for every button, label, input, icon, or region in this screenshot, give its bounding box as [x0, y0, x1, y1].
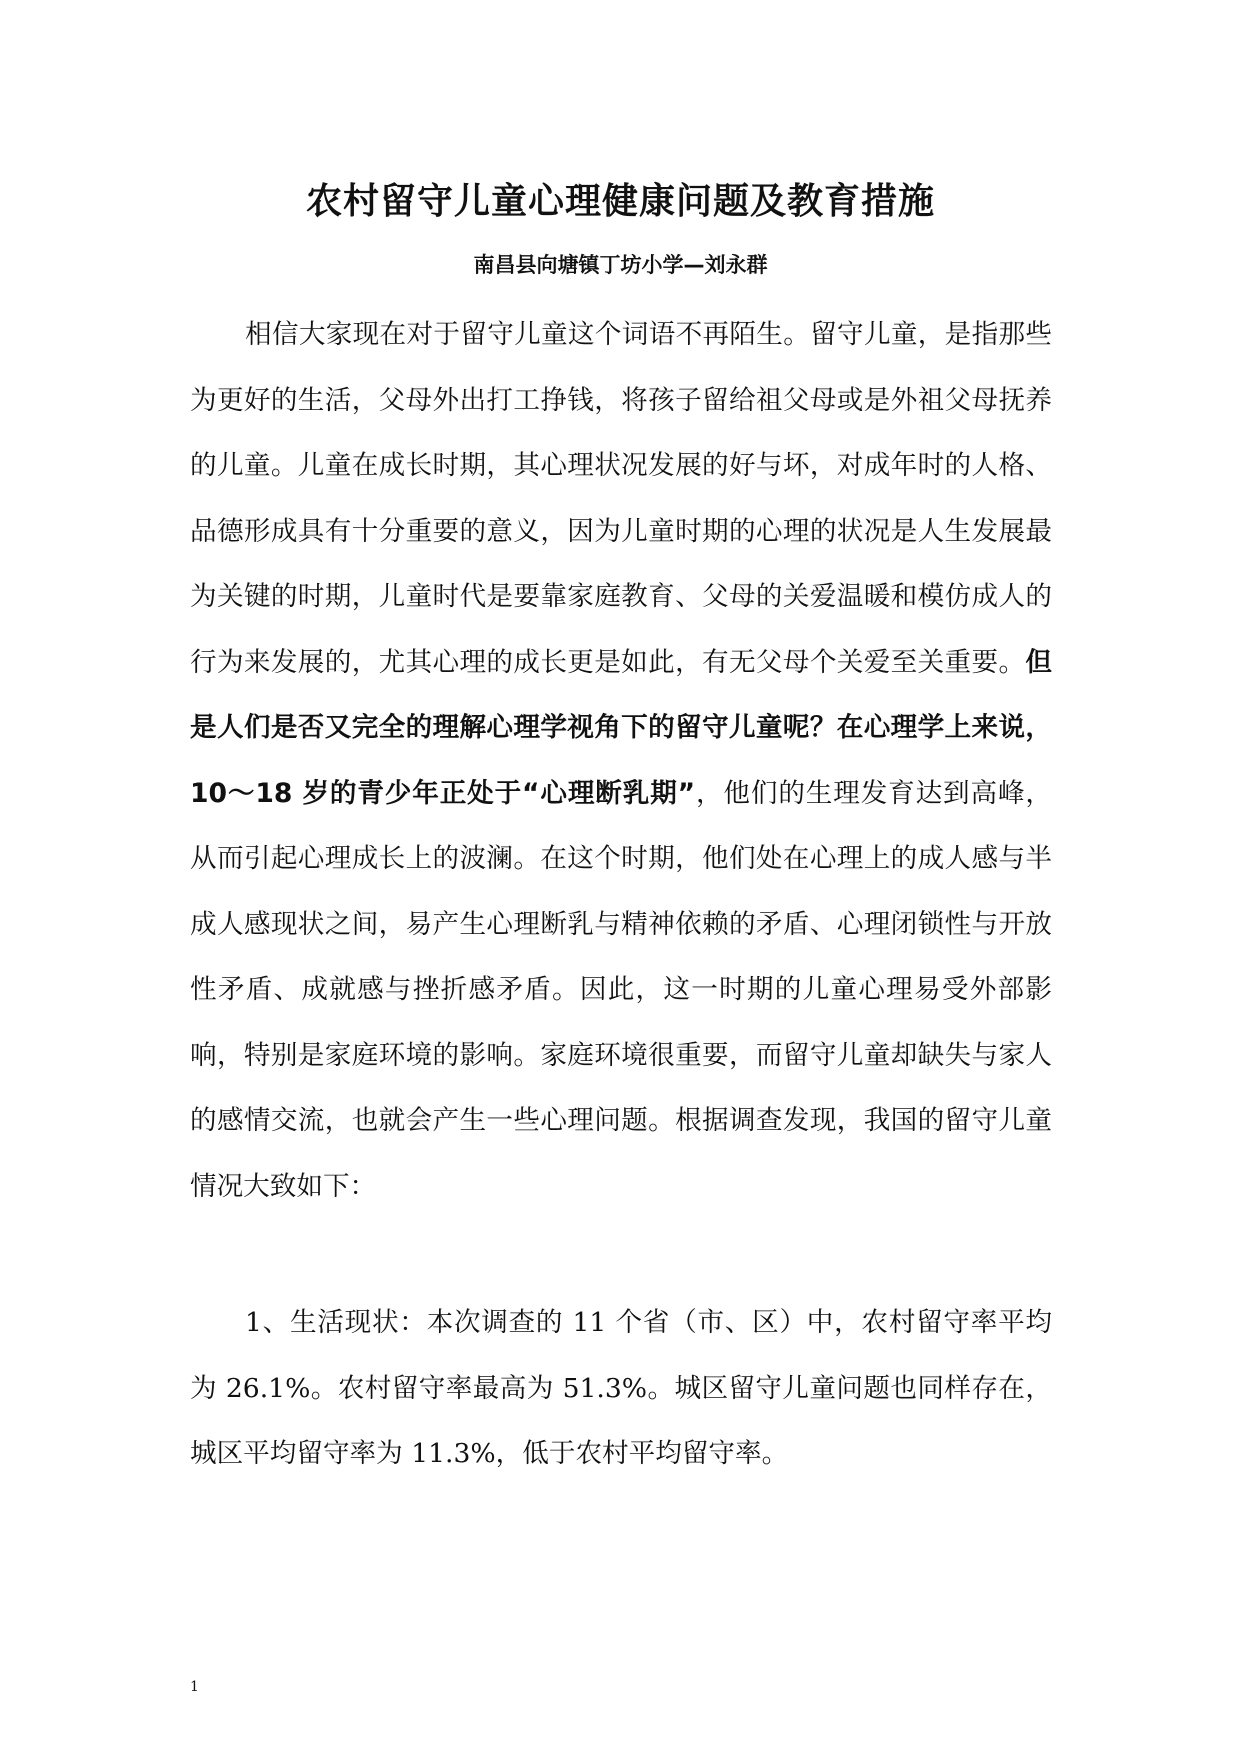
- paragraph-bold-segment: 但是人们是否又完全的理解心理学视角下的留守儿童呢？在心理学上来说，10～18 岁的青少年正处于“心理断乳期”: [190, 646, 1052, 809]
- body-paragraph-living-status: 1、生活现状：本次调查的 11 个省（市、区）中，农村留守率平均为 26.1%。农村留守率最高为 51.3%。城区留守儿童问题也同样存在，城区平均留守率为 11.3%，低于农村平均留守率。: [190, 1307, 1052, 1469]
- body-paragraph-intro: [190, 302, 1052, 1219]
- page-number: 1: [190, 1679, 199, 1695]
- paragraph-text-segment-continued: ，他们的生理发育达到高峰，从而引起心理成长上的波澜。在这个时期，他们处在心理上的成人感与半成人感现状之间，易产生心理断乳与精神依赖的矛盾、心理闭锁性与开放性矛盾、成就感与挫折感矛盾。因此，这一时期的儿童心理易受外部影响，特别是家庭环境的影响。家庭环境很重要，而留守儿童却缺失与家人的感情交流，也就会产生一些心理问题。根据调查发现，我国的留守儿童情况大致如下：: [190, 777, 1052, 1202]
- paragraph-text-segment: 相信大家现在对于留守儿童这个词语不再陌生。留守儿童，是指那些为更好的生活，父母外出打工挣钱，将孩子留给祖父母或是外祖父母抚养的儿童。儿童在成长时期，其心理状况发展的好与坏，对成年时的人格、品德形成具有十分重要的意义，因为儿童时期的心理的状况是人生发展最为关键的时期，儿童时代是要靠家庭教育、父母的关爱温暖和模仿成人的行为来发展的，尤其心理的成长更是如此，有无父母个关爱至关重要。: [190, 319, 1052, 678]
- document-title: 农村留守儿童心理健康问题及教育措施: [305, 180, 935, 222]
- document-author-line: 南昌县向塘镇丁坊小学—刘永群: [473, 253, 768, 277]
